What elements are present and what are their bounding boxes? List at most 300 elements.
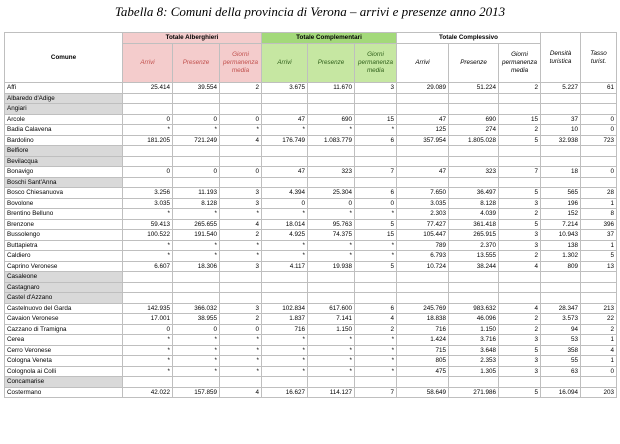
row-comune-name: Cerea <box>5 335 123 346</box>
table-row <box>5 167 617 178</box>
table-row <box>5 335 617 346</box>
group-alberghieri: Totale Alberghieri <box>123 33 262 44</box>
row-value: 39.554 <box>173 83 220 94</box>
row-value: 274 <box>449 125 499 136</box>
row-value: 1.083.779 <box>308 135 355 146</box>
row-value <box>581 156 617 167</box>
row-value: * <box>355 209 397 220</box>
row-value: 716 <box>397 324 449 335</box>
row-value: 3.035 <box>397 198 449 209</box>
row-comune-name: Castelnuovo del Garda <box>5 303 123 314</box>
row-value: * <box>220 356 262 367</box>
row-value: 7 <box>355 167 397 178</box>
row-value: 323 <box>308 167 355 178</box>
row-value: 3.648 <box>449 345 499 356</box>
row-value: * <box>308 251 355 262</box>
row-value <box>220 272 262 283</box>
row-value: 36.497 <box>449 188 499 199</box>
row-value <box>397 177 449 188</box>
row-value: 2.370 <box>449 240 499 251</box>
row-value <box>541 293 581 304</box>
row-comune-name: Brentino Belluno <box>5 209 123 220</box>
group-complessivo: Totale Complessivo <box>397 33 541 44</box>
row-comune-name: Cologna Veneta <box>5 356 123 367</box>
table-row <box>5 83 617 94</box>
row-value: 2 <box>355 324 397 335</box>
row-value: 10.724 <box>397 261 449 272</box>
row-value <box>397 104 449 115</box>
row-value: 7.214 <box>541 219 581 230</box>
header-presenze-comp: Presenze <box>308 44 355 83</box>
row-value: 2 <box>220 230 262 241</box>
row-value: 152 <box>541 209 581 220</box>
row-value: 0 <box>581 366 617 377</box>
row-value <box>581 177 617 188</box>
row-value: 10 <box>541 125 581 136</box>
table-row <box>5 377 617 388</box>
row-comune-name: Bardolino <box>5 135 123 146</box>
row-value: 19.938 <box>308 261 355 272</box>
row-value: 28 <box>581 188 617 199</box>
row-value: 25.414 <box>123 83 173 94</box>
row-value: * <box>308 356 355 367</box>
row-value: * <box>173 125 220 136</box>
row-value: 5 <box>581 251 617 262</box>
header-arrivi-tot: Arrivi <box>397 44 449 83</box>
row-value: 2 <box>581 324 617 335</box>
row-value: 5 <box>355 261 397 272</box>
row-value <box>449 104 499 115</box>
row-value: 2 <box>220 83 262 94</box>
row-value <box>173 282 220 293</box>
row-value: 265.655 <box>173 219 220 230</box>
table-row <box>5 261 617 272</box>
table-row <box>5 198 617 209</box>
row-value: 3 <box>355 83 397 94</box>
row-value <box>397 156 449 167</box>
row-value: * <box>262 125 308 136</box>
row-comune-name: Angiari <box>5 104 123 115</box>
row-value <box>220 377 262 388</box>
row-value: * <box>355 335 397 346</box>
table-row <box>5 272 617 283</box>
row-value <box>173 104 220 115</box>
row-value <box>499 146 541 157</box>
table-row <box>5 125 617 136</box>
row-value <box>262 104 308 115</box>
row-value: * <box>173 209 220 220</box>
row-comune-name: Boschi Sant'Anna <box>5 177 123 188</box>
row-value: 617.600 <box>308 303 355 314</box>
row-value <box>581 282 617 293</box>
row-value: 55 <box>541 356 581 367</box>
row-value <box>581 272 617 283</box>
row-value: 28.347 <box>541 303 581 314</box>
row-value: 4 <box>220 387 262 398</box>
row-value: 2.353 <box>449 356 499 367</box>
row-value: 2 <box>499 314 541 325</box>
row-value <box>397 282 449 293</box>
row-comune-name: Bosco Chiesanuova <box>5 188 123 199</box>
row-value: 0 <box>123 167 173 178</box>
row-value: 2 <box>499 209 541 220</box>
row-value: 213 <box>581 303 617 314</box>
row-value: * <box>123 335 173 346</box>
table-row <box>5 104 617 115</box>
row-value: 6 <box>355 135 397 146</box>
row-value: 1 <box>581 198 617 209</box>
table-row <box>5 366 617 377</box>
row-value <box>355 377 397 388</box>
row-value: 196 <box>541 198 581 209</box>
row-value: 4.039 <box>449 209 499 220</box>
row-value: * <box>173 240 220 251</box>
row-value: 3 <box>499 230 541 241</box>
row-value: 2 <box>220 314 262 325</box>
row-value: 4 <box>355 314 397 325</box>
row-value: 203 <box>581 387 617 398</box>
row-value: * <box>173 345 220 356</box>
row-value: 690 <box>449 114 499 125</box>
row-value: 0 <box>581 125 617 136</box>
row-comune-name: Cerro Veronese <box>5 345 123 356</box>
row-value: 265.915 <box>449 230 499 241</box>
row-value: 0 <box>173 324 220 335</box>
row-value: * <box>220 335 262 346</box>
row-value: 396 <box>581 219 617 230</box>
row-value <box>262 93 308 104</box>
group-complementari: Totale Complementari <box>262 33 397 44</box>
table-row <box>5 293 617 304</box>
row-value: * <box>308 240 355 251</box>
row-value <box>220 104 262 115</box>
row-comune-name: Costermano <box>5 387 123 398</box>
row-value <box>449 93 499 104</box>
row-value <box>397 146 449 157</box>
row-value <box>123 377 173 388</box>
row-value: 5 <box>499 345 541 356</box>
row-value: * <box>173 251 220 262</box>
row-value: 3.716 <box>449 335 499 346</box>
row-value <box>541 156 581 167</box>
row-value: 3 <box>220 188 262 199</box>
header-presenze-alb: Presenze <box>173 44 220 83</box>
row-value: 8.128 <box>449 198 499 209</box>
row-value: * <box>220 125 262 136</box>
row-value: 138 <box>541 240 581 251</box>
row-value <box>449 272 499 283</box>
row-value: 4 <box>499 261 541 272</box>
row-value: 7 <box>499 167 541 178</box>
row-value: 15 <box>355 114 397 125</box>
row-comune-name: Cazzano di Tramigna <box>5 324 123 335</box>
row-value <box>123 272 173 283</box>
row-value <box>123 104 173 115</box>
row-value: 809 <box>541 261 581 272</box>
row-value <box>308 377 355 388</box>
row-value: 15 <box>355 230 397 241</box>
row-value: 59.413 <box>123 219 173 230</box>
row-value <box>173 377 220 388</box>
row-value <box>173 177 220 188</box>
row-value: 0 <box>308 198 355 209</box>
row-value: 0 <box>220 324 262 335</box>
table-title: Tabella 8: Comuni della provincia di Verona – arrivi e presenze anno 2013 <box>114 4 506 19</box>
table-row <box>5 314 617 325</box>
table-row <box>5 240 617 251</box>
row-value: 983.632 <box>449 303 499 314</box>
row-value <box>397 293 449 304</box>
row-value <box>308 146 355 157</box>
row-value: 565 <box>541 188 581 199</box>
row-value: * <box>262 356 308 367</box>
row-value: 3 <box>220 261 262 272</box>
row-value <box>541 146 581 157</box>
row-value: 1 <box>581 356 617 367</box>
row-value: * <box>308 335 355 346</box>
row-value <box>173 146 220 157</box>
header-giorni-tot: Giorni permanenza media <box>499 44 541 83</box>
row-value: 361.418 <box>449 219 499 230</box>
row-value: 176.749 <box>262 135 308 146</box>
row-value: * <box>220 251 262 262</box>
row-value: 18.838 <box>397 314 449 325</box>
row-value <box>308 177 355 188</box>
row-value <box>173 93 220 104</box>
row-value <box>123 177 173 188</box>
row-comune-name: Buttapietra <box>5 240 123 251</box>
row-value <box>262 272 308 283</box>
row-value: 690 <box>308 114 355 125</box>
row-value <box>541 282 581 293</box>
row-value <box>262 282 308 293</box>
row-value <box>449 377 499 388</box>
row-value <box>355 93 397 104</box>
row-value: 4.394 <box>262 188 308 199</box>
row-value <box>355 146 397 157</box>
row-value: 16.094 <box>541 387 581 398</box>
table-row <box>5 93 617 104</box>
row-value <box>449 282 499 293</box>
row-value: 1 <box>581 335 617 346</box>
row-value: 1.837 <box>262 314 308 325</box>
row-value <box>449 146 499 157</box>
row-value: 47 <box>397 167 449 178</box>
row-value: 13.555 <box>449 251 499 262</box>
row-value <box>581 93 617 104</box>
row-value <box>308 93 355 104</box>
row-value <box>449 156 499 167</box>
row-value <box>449 293 499 304</box>
row-value: 181.205 <box>123 135 173 146</box>
row-value <box>308 293 355 304</box>
row-value: 7.141 <box>308 314 355 325</box>
row-value <box>355 272 397 283</box>
row-value <box>220 156 262 167</box>
row-value: 13 <box>581 261 617 272</box>
row-comune-name: Arcole <box>5 114 123 125</box>
row-value: * <box>220 366 262 377</box>
row-value: 58.649 <box>397 387 449 398</box>
row-value: 74.375 <box>308 230 355 241</box>
row-value <box>123 282 173 293</box>
row-value: 715 <box>397 345 449 356</box>
row-value: 42.022 <box>123 387 173 398</box>
table-row <box>5 156 617 167</box>
row-value: 0 <box>220 167 262 178</box>
row-value: 0 <box>123 324 173 335</box>
table-row <box>5 188 617 199</box>
row-value: 5 <box>499 219 541 230</box>
row-value <box>541 177 581 188</box>
row-value: 5 <box>499 387 541 398</box>
table-row <box>5 251 617 262</box>
row-value <box>541 272 581 283</box>
table-row <box>5 282 617 293</box>
row-value: 1.150 <box>449 324 499 335</box>
row-value: 0 <box>581 167 617 178</box>
row-value: 6.607 <box>123 261 173 272</box>
table-row <box>5 303 617 314</box>
row-value: 47 <box>262 167 308 178</box>
row-value: 6 <box>355 188 397 199</box>
row-value <box>220 282 262 293</box>
row-value: * <box>355 251 397 262</box>
row-value: 1.424 <box>397 335 449 346</box>
row-comune-name: Cavaion Veronese <box>5 314 123 325</box>
row-value: * <box>355 356 397 367</box>
row-value <box>499 272 541 283</box>
row-value <box>355 282 397 293</box>
row-value <box>173 156 220 167</box>
row-value: * <box>308 366 355 377</box>
row-value: 0 <box>355 198 397 209</box>
row-comune-name: Caldiero <box>5 251 123 262</box>
row-comune-name: Bevilacqua <box>5 156 123 167</box>
row-value: 17.001 <box>123 314 173 325</box>
row-value <box>499 104 541 115</box>
row-value: * <box>355 240 397 251</box>
row-value <box>308 104 355 115</box>
row-value: 4.117 <box>262 261 308 272</box>
row-value: * <box>355 366 397 377</box>
row-value: 3 <box>220 303 262 314</box>
row-value: 4 <box>581 345 617 356</box>
row-value: 1 <box>581 240 617 251</box>
row-value: * <box>262 240 308 251</box>
row-value: 22 <box>581 314 617 325</box>
row-value: 16.627 <box>262 387 308 398</box>
row-value: 1.302 <box>541 251 581 262</box>
row-value <box>397 272 449 283</box>
row-comune-name: Brenzone <box>5 219 123 230</box>
row-value <box>541 93 581 104</box>
data-table <box>4 32 617 398</box>
row-value: 125 <box>397 125 449 136</box>
row-value: 10.943 <box>541 230 581 241</box>
header-presenze-tot: Presenze <box>449 44 499 83</box>
row-comune-name: Albaredo d'Adige <box>5 93 123 104</box>
row-value: * <box>262 335 308 346</box>
table-row <box>5 387 617 398</box>
row-value: 0 <box>123 114 173 125</box>
row-value <box>262 146 308 157</box>
row-value <box>499 156 541 167</box>
row-value: 11.193 <box>173 188 220 199</box>
row-value <box>123 156 173 167</box>
row-value <box>499 282 541 293</box>
row-value: 11.670 <box>308 83 355 94</box>
row-value: 94 <box>541 324 581 335</box>
row-value <box>499 177 541 188</box>
row-value <box>581 146 617 157</box>
row-comune-name: Caprino Veronese <box>5 261 123 272</box>
row-value: 366.032 <box>173 303 220 314</box>
row-value: 38.244 <box>449 261 499 272</box>
row-value: 3.256 <box>123 188 173 199</box>
row-value <box>581 104 617 115</box>
row-value <box>220 93 262 104</box>
table-row <box>5 209 617 220</box>
row-value: 100.522 <box>123 230 173 241</box>
table-body <box>5 83 617 398</box>
row-value: 1.305 <box>449 366 499 377</box>
row-value: 2 <box>499 83 541 94</box>
table-row <box>5 345 617 356</box>
row-value: 4 <box>220 135 262 146</box>
row-value: * <box>308 345 355 356</box>
table-row <box>5 114 617 125</box>
row-value: 5 <box>499 135 541 146</box>
row-value: 721.249 <box>173 135 220 146</box>
row-value: 271.986 <box>449 387 499 398</box>
row-value <box>262 377 308 388</box>
row-value: 4 <box>220 219 262 230</box>
row-value: 37 <box>541 114 581 125</box>
row-value <box>355 177 397 188</box>
row-value: 102.834 <box>262 303 308 314</box>
row-value: 5 <box>355 219 397 230</box>
row-value: 723 <box>581 135 617 146</box>
row-value <box>541 104 581 115</box>
table-row <box>5 230 617 241</box>
row-value: 3.573 <box>541 314 581 325</box>
row-comune-name: Belfiore <box>5 146 123 157</box>
row-value: * <box>308 209 355 220</box>
row-value: 357.954 <box>397 135 449 146</box>
row-value: 805 <box>397 356 449 367</box>
row-value: 77.427 <box>397 219 449 230</box>
row-value: * <box>262 366 308 377</box>
row-value: 3.035 <box>123 198 173 209</box>
row-value: 114.127 <box>308 387 355 398</box>
row-comune-name: Bussolengo <box>5 230 123 241</box>
row-value <box>449 177 499 188</box>
row-value <box>355 104 397 115</box>
table-row <box>5 324 617 335</box>
row-value: * <box>220 240 262 251</box>
row-value <box>308 156 355 167</box>
row-value: * <box>123 125 173 136</box>
row-value: 0 <box>262 198 308 209</box>
row-value: 7.650 <box>397 188 449 199</box>
row-value: 0 <box>173 114 220 125</box>
row-value <box>220 177 262 188</box>
row-comune-name: Castagnaro <box>5 282 123 293</box>
row-value <box>541 377 581 388</box>
row-value <box>173 293 220 304</box>
row-value: * <box>173 366 220 377</box>
